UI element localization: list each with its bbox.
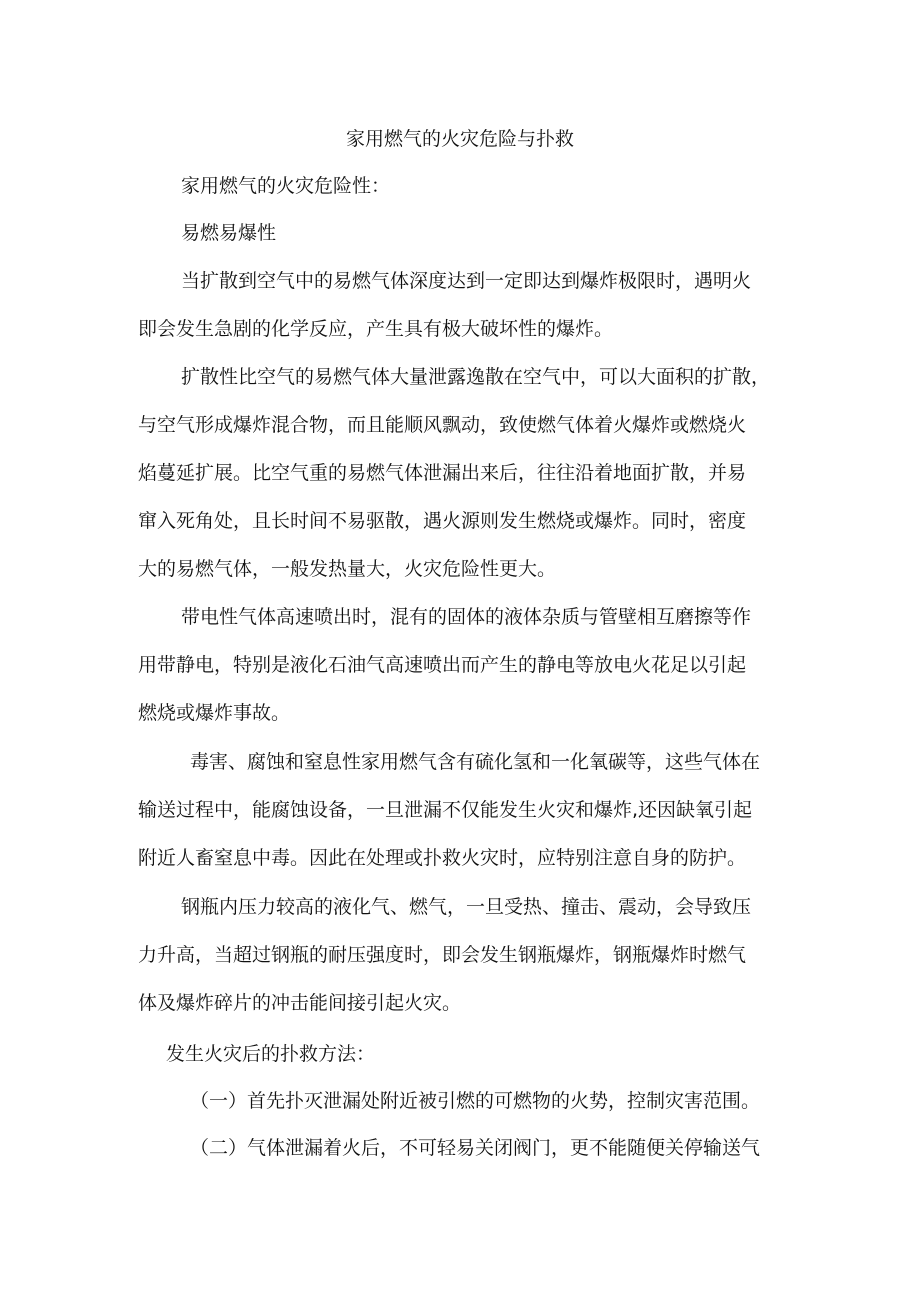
paragraph-line: 钢瓶内压力较高的液化气、燃气，一旦受热、撞击、震动，会导致压 bbox=[181, 896, 752, 918]
paragraph-line: 扩散性比空气的易燃气体大量泄露逸散在空气中，可以大面积的扩散， bbox=[181, 366, 771, 388]
document-title: 家用燃气的火灾危险与扑救 bbox=[345, 128, 574, 150]
list-item: （一）首先扑灭泄漏处附近被引燃的可燃物的火势，控制灾害范围。 bbox=[190, 1090, 761, 1112]
heading-firefighting-methods: 发生火灾后的扑救方法： bbox=[166, 1043, 376, 1065]
paragraph-line: 大的易燃气体，一般发热量大，火灾危险性更大。 bbox=[138, 558, 557, 580]
heading-fire-hazards: 家用燃气的火灾危险性： bbox=[181, 175, 391, 197]
paragraph-line: 燃烧或爆炸事故。 bbox=[138, 702, 291, 724]
paragraph-line: 即会发生急剧的化学反应，产生具有极大破坏性的爆炸。 bbox=[138, 318, 614, 340]
paragraph-line: 力升高，当超过钢瓶的耐压强度时，即会发生钢瓶爆炸，钢瓶爆炸时燃气 bbox=[138, 944, 747, 966]
paragraph-line: 焰蔓延扩展。比空气重的易燃气体泄漏出来后，往往沿着地面扩散，并易 bbox=[138, 462, 747, 484]
paragraph-line: 当扩散到空气中的易燃气体深度达到一定即达到爆炸极限时，遇明火 bbox=[181, 270, 752, 292]
paragraph-line: 输送过程中，能腐蚀设备，一旦泄漏不仅能发生火灾和爆炸,还因缺氧引起 bbox=[138, 799, 753, 821]
subheading-flammable: 易燃易爆性 bbox=[181, 222, 277, 244]
paragraph-line: 带电性气体高速喷出时，混有的固体的液体杂质与管壁相互磨擦等作 bbox=[181, 606, 752, 628]
paragraph-line: 附近人畜窒息中毒。因此在处理或扑救火灾时，应特别注意自身的防护。 bbox=[138, 847, 747, 869]
paragraph-line: 与空气形成爆炸混合物，而且能顺风飘动，致使燃气体着火爆炸或燃烧火 bbox=[138, 414, 747, 436]
list-item: （二）气体泄漏着火后，不可轻易关闭阀门，更不能随便关停输送气 bbox=[190, 1137, 761, 1159]
paragraph-line: 窜入死角处，且长时间不易驱散，遇火源则发生燃烧或爆炸。同时，密度 bbox=[138, 510, 747, 532]
paragraph-line: 毒害、腐蚀和窒息性家用燃气含有硫化氢和一化氧碳等，这些气体在 bbox=[190, 751, 761, 773]
paragraph-line: 体及爆炸碎片的冲击能间接引起火灾。 bbox=[138, 992, 462, 1014]
paragraph-line: 用带静电，特别是液化石油气高速喷出而产生的静电等放电火花足以引起 bbox=[138, 654, 747, 676]
